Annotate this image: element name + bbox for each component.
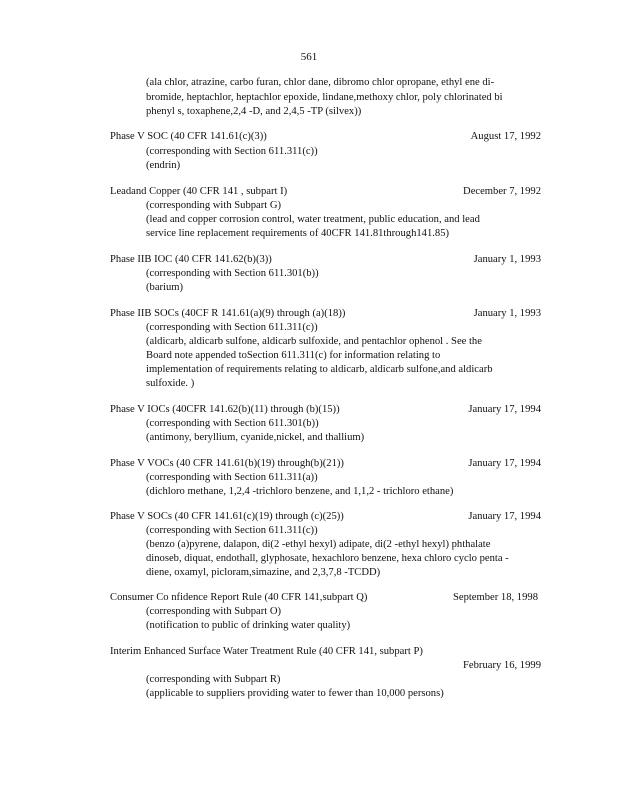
entry-detail: (lead and copper corrosion control, water treatment, public education, and lead xyxy=(146,214,480,225)
entry-detail: Board note appended toSection 611.311(c) for information relating to xyxy=(146,350,441,361)
entry-detail: (notification to public of drinking water quality) xyxy=(146,620,351,631)
entry-detail: (corresponding with Section 611.311(a)) xyxy=(146,472,318,483)
entry-date: January 17, 1994 xyxy=(468,404,541,415)
entry-detail: (corresponding with Subpart R) xyxy=(146,674,281,685)
entry-detail: service line replacement requirements of 40CFR 141.81through141.85) xyxy=(146,228,450,239)
entry-detail: sulfoxide. ) xyxy=(146,378,195,389)
entry-detail: (corresponding with Subpart O) xyxy=(146,606,282,617)
entry-date: January 17, 1994 xyxy=(468,511,541,522)
entry-date: January 1, 1993 xyxy=(473,254,541,265)
entry-date: September 18, 1998 xyxy=(452,592,538,603)
entry-detail: (barium) xyxy=(146,282,184,293)
entry-detail: (corresponding with Section 611.311(c)) xyxy=(146,525,318,536)
entry-detail: (corresponding with Section 611.301(b)) xyxy=(146,268,319,279)
entry-title: Leadand Copper (40 CFR 141 , subpart I) xyxy=(110,186,288,197)
entry-detail: (antimony, beryllium, cyanide,nickel, and thallium) xyxy=(146,432,365,443)
entry-detail: (corresponding with Subpart G) xyxy=(146,200,282,211)
entry-date: December 7, 1992 xyxy=(463,186,541,197)
entry-detail: (aldicarb, aldicarb sulfone, aldicarb sulfoxide, and pentachlor ophenol . See the xyxy=(146,336,482,347)
intro-line: (ala chlor, atrazine, carbo furan, chlor dane, dibromo chlor opropane, ethyl ene di- xyxy=(146,77,495,88)
entry-detail: (endrin) xyxy=(146,160,181,171)
entry-date: February 16, 1999 xyxy=(463,660,541,671)
entry-title: Interim Enhanced Surface Water Treatment Rule (40 CFR 141, subpart P) xyxy=(110,646,423,657)
entry-title: Consumer Co nfidence Report Rule (40 CFR 141,subpart Q) xyxy=(110,592,368,603)
entry-detail: (benzo (a)pyrene, dalapon, di(2 -ethyl hexyl) adipate, di(2 -ethyl hexyl) phthalate xyxy=(146,539,491,550)
entry-title: Phase V VOCs (40 CFR 141.61(b)(19) through(b)(21)) xyxy=(110,458,344,469)
entry-title: Phase V SOC (40 CFR 141.61(c)(3)) xyxy=(110,131,267,142)
entry-detail: (corresponding with Section 611.301(b)) xyxy=(146,418,319,429)
entry-detail: implementation of requirements relating to aldicarb, aldicarb sulfone,and aldicarb xyxy=(146,364,493,375)
entry-date: August 17, 1992 xyxy=(470,131,541,142)
entry-detail: (applicable to suppliers providing water to fewer than 10,000 persons) xyxy=(146,688,444,699)
entry-title: Phase IIB IOC (40 CFR 141.62(b)(3)) xyxy=(110,254,272,265)
entry-detail: (dichloro methane, 1,2,4 -trichloro benzene, and 1,1,2 - trichloro ethane) xyxy=(146,486,454,497)
entry-detail: (corresponding with Section 611.311(c)) xyxy=(146,322,318,333)
entry-date: January 1, 1993 xyxy=(473,308,541,319)
intro-line: bromide, heptachlor, heptachlor epoxide, lindane,methoxy chlor, poly chlorinated bi xyxy=(146,92,503,103)
entry-detail: dinoseb, diquat, endothall, glyphosate, hexachloro benzene, hexa chloro cyclo penta - xyxy=(146,553,509,564)
page-number: 561 xyxy=(300,51,318,63)
entry-detail: (corresponding with Section 611.311(c)) xyxy=(146,146,318,157)
entry-title: Phase IIB SOCs (40CF R 141.61(a)(9) through (a)(18)) xyxy=(110,308,346,319)
entry-title: Phase V IOCs (40CFR 141.62(b)(11) through (b)(15)) xyxy=(110,404,340,415)
intro-line: phenyl s, toxaphene,2,4 -D, and 2,4,5 -TP (silvex)) xyxy=(146,106,362,117)
entry-date: January 17, 1994 xyxy=(468,458,541,469)
entry-detail: diene, oxamyl, picloram,simazine, and 2,3,7,8 -TCDD) xyxy=(146,567,381,578)
entry-title: Phase V SOCs (40 CFR 141.61(c)(19) through (c)(25)) xyxy=(110,511,344,522)
